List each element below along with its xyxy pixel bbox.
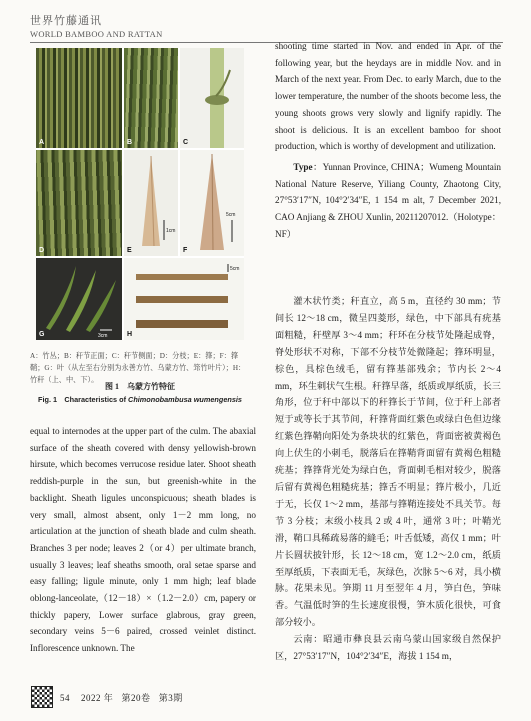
page-number: 54 (60, 693, 70, 703)
type-text: ：Yunnan Province, CHINA；Wumeng Mountain National Nature Reserve, Yiliang County, Zhaotong City, 27°53′17″N, 104°2′34″E, 1 154 m alt, 7 December 2021, CAO Anjiang & ZHOU Xunlin, 20211207012.（Holotype：NF） (275, 161, 501, 239)
sheath-blade-drawing (180, 150, 244, 256)
footer-issue: 第3期 (158, 693, 183, 703)
footer-year: 2022 年 (81, 693, 114, 703)
shooting-paragraph: shooting time started in Nov. and ended in Apr. of the following year, but the heydays are in middle Nov. and in March of the next year. From Dec. to early March, due to the lower temperature, the number of the shoots become less, the young shoots grows very slowly and lignify rapidly. The shoot is delicious. It is an excellent bamboo for shoot production, which is worthy of development and utilization. (275, 41, 501, 152)
journal-title-cn: 世界竹藤通讯 (30, 15, 102, 27)
panel-label-a: A (39, 139, 45, 146)
journal-header (30, 12, 163, 39)
scale-label-f: 5cm (226, 212, 236, 218)
chinese-description: 灌木状竹类；秆直立，高 5 m，直径约 30 mm；节间长 12～18 cm，微呈四菱形，绿色，中下部具有疣基面粗糙，秆壁厚 3～4 mm；秆环在分枝节处隆起成脊，脊处形状不对称，下部不分枝节处微隆起；箨环明显，棕色，具棕色绒毛，留有箨基部残余；节内长 2～4 mm，环生刺状气生根。秆箨早落，纸质或厚纸质，长三角形，位于秆中部以下的秆箨长于节间，位于秆上部者短于或等长于其节间，秆箨背面红紫色或绿白色但边缘红紫色箨鞘向阳处为条块状的红紫色，背面密被黄褐色向上伏生的小刺毛，脱落后在箨鞘背面留有黄褐色粗糙疣基；箨箨背光处为绿白色，背面刺毛相对较少，脱落后留有黄褐色粗糙疣基；箨舌不明显；箨片极小，几近于无，长仅 1～2 mm，基部与箨鞘连接处不具关节。每节 3 分枝；末级小枝具 2 或 4 叶，通常 3 叶；叶鞘光滑，鞘口具稀疏易落的縫毛；叶舌低矮，高仅 1 mm；叶片长圆状披针形，长 12～18 cm，宽 1.2～2.0 cm，纸质至厚纸质，下表面无毛，灰绿色，次脉 5～6 对，具小横脉。花果未见。笋期 11 月至翌年 4 月，笋白色，笋味香。气温低时笋的生长速度很慢，笋木质化很快，可食部分较小。 (275, 296, 501, 628)
scale-label-h: 5cm (230, 266, 240, 272)
right-column-chinese (275, 293, 501, 665)
photo-culm-node-side (180, 48, 244, 148)
left-column (30, 423, 256, 657)
right-column-english (275, 38, 501, 242)
type-label: Type (293, 161, 313, 172)
figure-title-en (30, 395, 250, 405)
culm-sheath-drawing (124, 150, 178, 256)
photo-sheath-blade (180, 150, 244, 256)
panel-label-h: H (127, 331, 133, 338)
footer-volume: 第20卷 (121, 693, 151, 703)
culm-node-drawing (180, 48, 244, 148)
figure-caption-cn: A：竹丛；B：秆节正面；C：秆节侧面；D：分枝；E：箨；F：箨鞘；G：叶（从左至右分别为永善方竹、乌蒙方竹、筇竹叶片）；H：竹秆（上、中、下）。 (30, 352, 246, 384)
scale-label-g: 3cm (98, 333, 108, 339)
photo-culm-segments (124, 258, 244, 340)
culm-segments-drawing (124, 258, 244, 340)
figure-1 (36, 48, 244, 340)
figure-title-cn: 图 1 乌蒙方竹特征 (105, 382, 175, 391)
qr-code-icon (31, 686, 53, 708)
panel-label-c: C (183, 139, 189, 146)
leaves-drawing (36, 258, 122, 340)
photo-leaves (36, 258, 122, 340)
figure-title-en-species: Chimonobambusa wumengensis (128, 395, 242, 404)
panel-label-f: F (183, 247, 188, 254)
left-column-text: equal to internodes at the upper part of the culm. The abaxial surface of the sheath covered with densy yellowish-brown hirsute, which becomes verrucose residue later. Shoot sheath reddish-purple in the sun, but greenish-white in the backlight. Sheath ligules unconspicuous; sheath blades is very small, almost absent, only 1－2 mm long, no articulation at the junction of sheath blade and culm sheath. Branches 3 per node; leaves 2（or 4）per ultimate branch, usually 3 leaves; leaf sheaths smooth, oral setae sparse and easy falling; ligule minute, only 1 mm high; leaf blade oblong-lanceolate,（12－18）×（1.2－2.0）cm, papery or thickly papery, Lower surface glabrous, gray green, secondary veins 5－6 paired, crossed veinlet distinct. Inflorescence unknown. The (30, 426, 256, 654)
photo-branching (36, 150, 122, 256)
panel-label-e: E (127, 247, 132, 254)
scale-label-e: 1cm (166, 228, 176, 234)
panel-label-g: G (39, 331, 45, 338)
panel-label-d: D (39, 247, 45, 254)
photo-culm-sheath (124, 150, 178, 256)
panel-label-b: B (127, 139, 133, 146)
page-footer (60, 691, 183, 704)
photo-bamboo-clump (36, 48, 122, 148)
photo-culm-node-front (124, 48, 178, 148)
type-paragraph (275, 159, 501, 243)
chinese-type-locality: 云南：昭通市彝良县云南乌蒙山国家级自然保护区，27°53′17″N，104°2′34″E，海拔 1 154 m， (275, 634, 501, 662)
journal-title-en: WORLD BAMBOO AND RATTAN (30, 29, 163, 39)
figure-title-en-prefix: Fig. 1 Characteristics of (38, 395, 129, 404)
